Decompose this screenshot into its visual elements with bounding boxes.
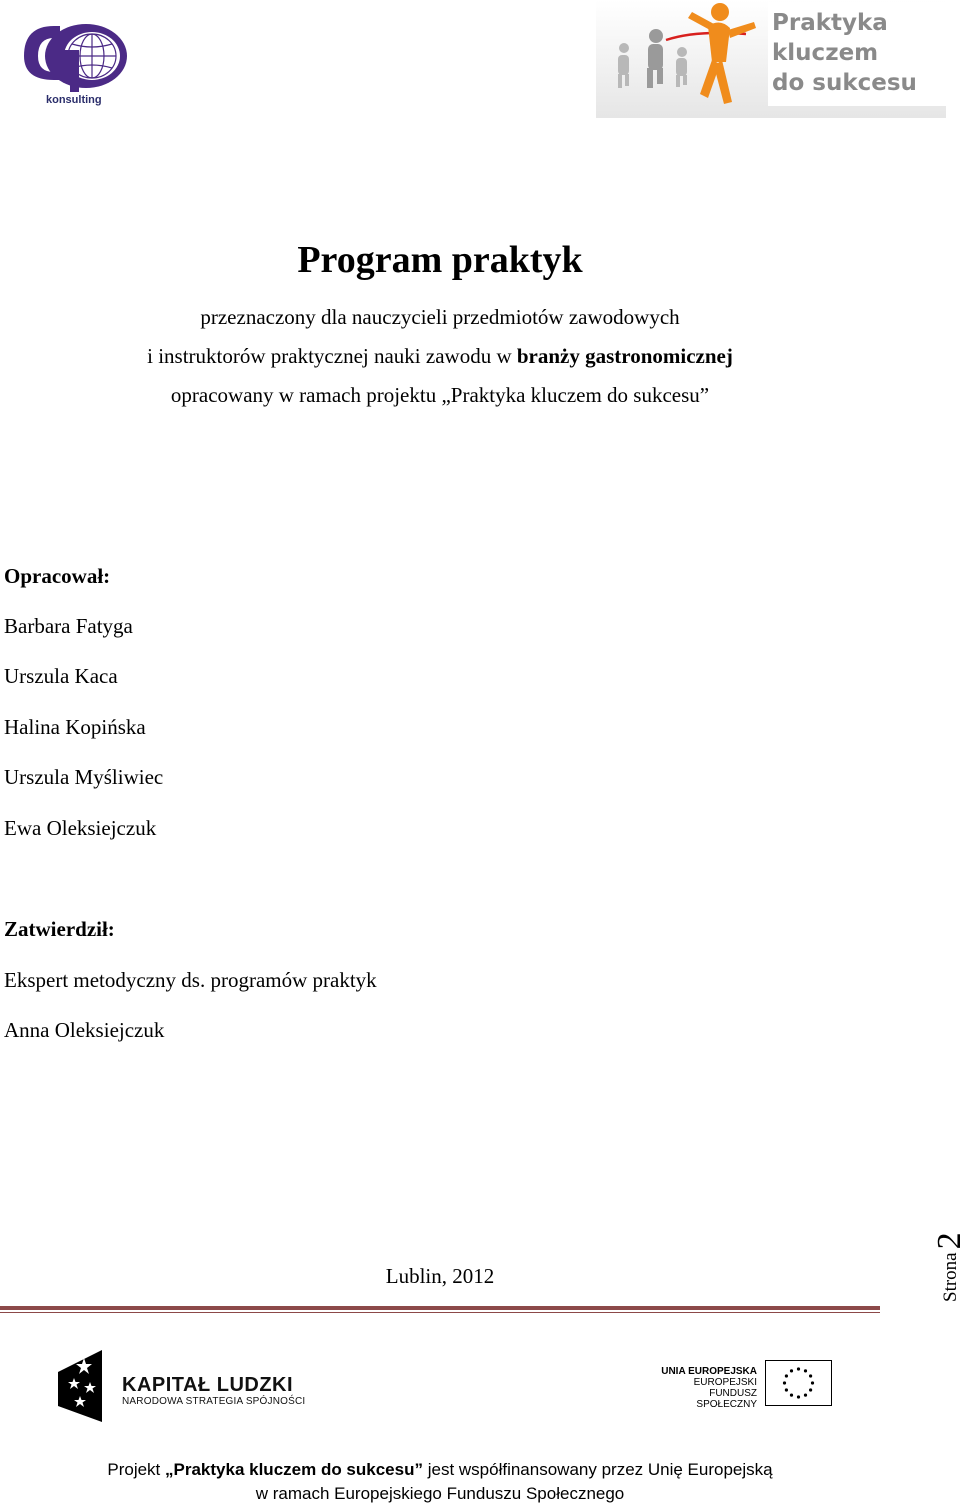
project-footer-line-2: w ramach Europejskiego Funduszu Społecznego <box>255 1484 625 1503</box>
project-banner <box>596 0 946 118</box>
author-name: Barbara Fatyga <box>4 614 133 638</box>
project-footer-line-1: Projekt „Praktyka kluczem do sukcesu” jest współfinansowany przez Unię Europejską <box>107 1460 773 1479</box>
industry-name: branży gastronomicznej <box>516 344 733 368</box>
gp-konsulting-logo <box>20 18 135 110</box>
page-number <box>931 1222 968 1302</box>
kapital-ludzki-emblem-icon <box>54 1348 114 1424</box>
subtitle-line-2: i instruktorów praktycznej nauki zawodu w branży gastronomicznej <box>147 344 733 368</box>
eu-text: UNIA EUROPEJSKA EUROPEJSKI FUNDUSZ SPOŁECZNY <box>661 1366 757 1410</box>
footer-divider <box>0 1306 880 1310</box>
eu-stars-icon <box>766 1361 831 1405</box>
kapital-ludzki-text <box>122 1374 305 1408</box>
approver-role: Ekspert metodyczny ds. programów praktyk <box>4 968 377 992</box>
place-and-date: Lublin, 2012 <box>385 1264 495 1288</box>
approved-by-label: Zatwierdził: <box>4 917 115 941</box>
subtitle-line-3: opracowany w ramach projektu „Praktyka kluczem do sukcesu” <box>170 383 710 407</box>
page-label: Strona <box>940 1252 961 1302</box>
eu-flag-icon <box>765 1360 832 1406</box>
project-name: „Praktyka kluczem do sukcesu” <box>165 1460 423 1479</box>
document-title: Program praktyk <box>297 239 583 281</box>
footer-divider-thin <box>0 1312 880 1313</box>
gp-logo-text: konsulting <box>46 94 102 106</box>
author-name: Urszula Myśliwiec <box>4 765 164 789</box>
prepared-by-label: Opracował: <box>4 564 111 588</box>
banner-text: Praktyka kluczem do sukcesu <box>772 10 917 96</box>
page-number-value: 2 <box>931 1232 968 1250</box>
gp-globe-icon <box>20 18 135 98</box>
kapital-ludzki-subtitle: NARODOWA STRATEGIA SPÓJNOŚCI <box>122 1396 306 1407</box>
author-name: Urszula Kaca <box>4 664 118 688</box>
subtitle-line-1: przeznaczony dla nauczycieli przedmiotów zawodowych <box>200 305 680 329</box>
author-name: Ewa Oleksiejczuk <box>4 816 157 840</box>
kapital-ludzki-title: KAPITAŁ LUDZKI <box>122 1374 294 1396</box>
kapital-ludzki-logo <box>54 1348 114 1424</box>
author-name: Halina Kopińska <box>4 715 146 739</box>
approver-name: Anna Oleksiejczuk <box>4 1018 165 1042</box>
